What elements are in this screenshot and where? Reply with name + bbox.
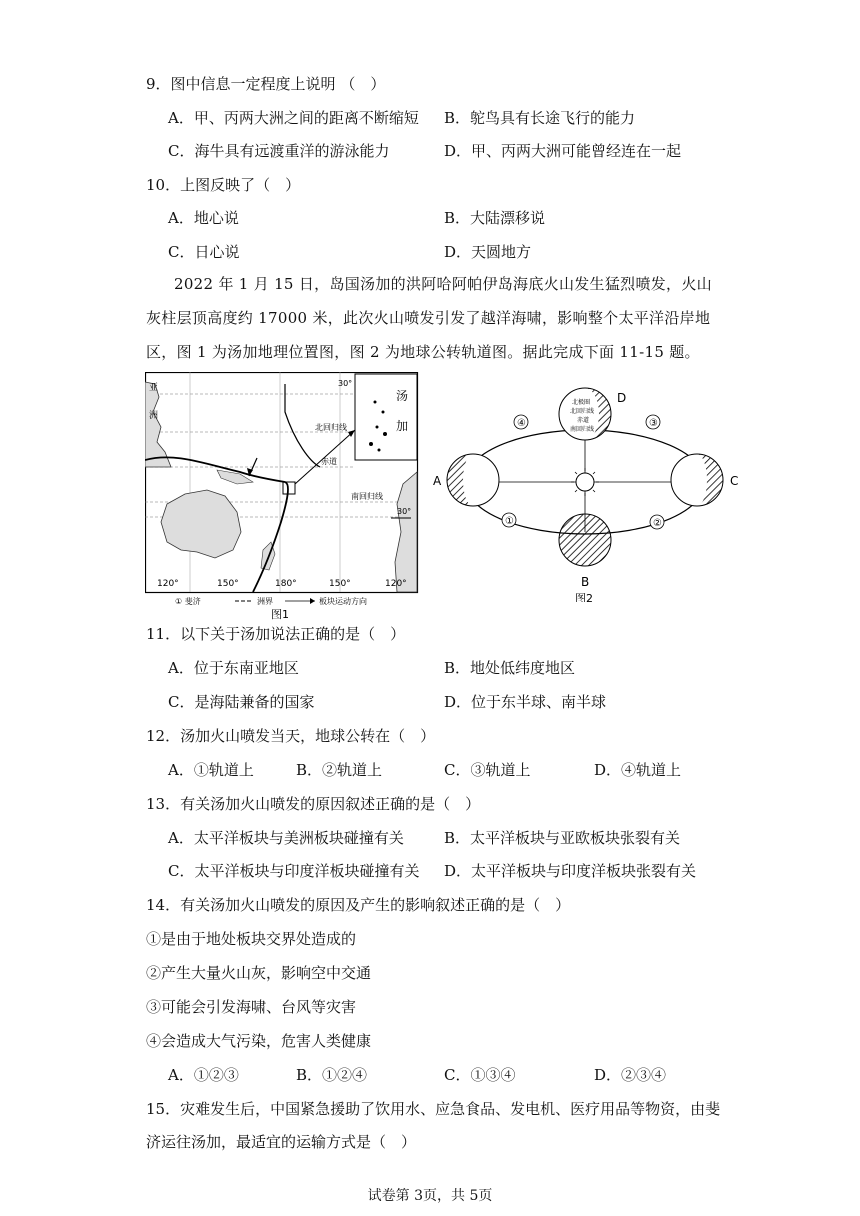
legend-plate-motion: 板块运动方向 <box>319 597 367 606</box>
q14-option-c: C．①③④ <box>444 1066 516 1084</box>
q10-option-c: C．日心说 <box>168 243 240 261</box>
q11-stem: 11．以下关于汤加说法正确的是（ ） <box>146 625 406 643</box>
inset-label-1: 汤 <box>396 389 409 403</box>
globe-b <box>559 514 611 566</box>
q10-stem: 10．上图反映了（ ） <box>146 176 301 194</box>
q10-option-a: A．地心说 <box>168 209 239 227</box>
position-c: C <box>730 474 739 488</box>
legend-fiji: ① 斐济 <box>175 597 201 606</box>
globe-d-label-3: 赤道 <box>577 417 590 424</box>
position-b: B <box>581 575 590 589</box>
q12-stem: 12．汤加火山喷发当天，地球公转在（ ） <box>146 727 436 745</box>
page-footer: 试卷第 3页，共 5页 <box>367 1188 493 1204</box>
figure-2-orbit <box>425 382 755 602</box>
q9-option-a: A．甲、丙两大洲之间的距离不断缩短 <box>168 109 419 127</box>
orbit-marker-1: ① <box>505 516 514 527</box>
q11-option-d: D．位于东半球、南半球 <box>444 693 607 711</box>
q14-statement-4: ④会造成大气污染，危害人类健康 <box>146 1032 372 1050</box>
globe-d-label-1: 北极圈 <box>572 399 591 406</box>
q14-statement-3: ③可能会引发海啸、台风等灾害 <box>146 998 357 1016</box>
q10-option-d: D．天圆地方 <box>444 243 532 261</box>
q11-option-a: A．位于东南亚地区 <box>168 659 299 677</box>
position-d: D <box>617 391 627 405</box>
q13-option-d: D．太平洋板块与印度洋板块张裂有关 <box>444 862 697 880</box>
q14-option-d: D．②③④ <box>594 1066 667 1084</box>
globe-d-label-4: 南回归线 <box>570 426 595 433</box>
lat-label-tropic-cancer: 北回归线 <box>315 423 347 432</box>
q12-option-d: D．④轨道上 <box>594 761 682 779</box>
q13-option-a: A．太平洋板块与美洲板块碰撞有关 <box>168 829 404 847</box>
figure-1-map <box>145 372 420 620</box>
lat-label-30n: 30° <box>338 379 353 388</box>
q11-option-c: C．是海陆兼备的国家 <box>168 693 315 711</box>
q14-stem: 14．有关汤加火山喷发的原因及产生的影响叙述正确的是（ ） <box>146 896 571 914</box>
globe-d-label-2: 北回归线 <box>570 408 595 415</box>
legend-boundary: 洲界 <box>257 597 273 606</box>
q12-option-c: C．③轨道上 <box>444 761 531 779</box>
fig1-caption: 图1 <box>271 608 289 620</box>
region-asia-1: 亚 <box>149 383 159 393</box>
q13-stem: 13．有关汤加火山喷发的原因叙述正确的是（ ） <box>146 795 481 813</box>
orbit-marker-4: ④ <box>517 418 526 429</box>
sun <box>576 473 594 491</box>
lat-label-tropic-capricorn: 南回归线 <box>351 492 383 501</box>
q9-option-c: C．海牛具有远渡重洋的游泳能力 <box>168 142 390 160</box>
orbit-marker-2: ② <box>653 518 662 529</box>
orbit-marker-3: ③ <box>649 418 658 429</box>
q12-option-b: B．②轨道上 <box>296 761 383 779</box>
lon-label-2: 150° <box>217 579 239 589</box>
lon-label-1: 120° <box>157 579 179 589</box>
q9-option-b: B．鸵鸟具有长途飞行的能力 <box>444 109 636 127</box>
q15-stem-line-1: 15．灾难发生后，中国紧急援助了饮用水、应急食品、发电机、医疗用品等物资，由斐 <box>146 1100 721 1118</box>
q13-option-b: B．太平洋板块与亚欧板块张裂有关 <box>444 829 681 847</box>
q14-option-a: A．①②③ <box>168 1066 239 1084</box>
tonga-inset <box>355 374 417 460</box>
q11-option-b: B．地处低纬度地区 <box>444 659 576 677</box>
q14-option-b: B．①②④ <box>296 1066 368 1084</box>
q10-option-b: B．大陆漂移说 <box>444 209 546 227</box>
q15-stem-line-2: 济运往汤加，最适宜的运输方式是（ ） <box>146 1133 417 1151</box>
fig2-caption: 图2 <box>575 592 593 602</box>
q14-statement-1: ①是由于地处板块交界处造成的 <box>146 930 357 948</box>
position-a: A <box>433 474 442 488</box>
q9-stem: 9．图中信息一定程度上说明 （ ） <box>146 75 386 93</box>
region-asia-2: 洲 <box>149 411 159 421</box>
q12-option-a: A．①轨道上 <box>168 761 254 779</box>
inset-label-2: 加 <box>396 419 409 433</box>
lon-label-3: 180° <box>275 579 297 589</box>
q9-option-d: D．甲、丙两大洲可能曾经连在一起 <box>444 142 682 160</box>
q14-statement-2: ②产生大量火山灰，影响空中交通 <box>146 964 372 982</box>
q13-option-c: C．太平洋板块与印度洋板块碰撞有关 <box>168 862 420 880</box>
lat-label-equator: 赤道 <box>321 457 337 466</box>
lon-label-4: 150° <box>329 579 351 589</box>
lat-label-30s: 30° <box>397 507 412 516</box>
lon-label-5: 120° <box>385 579 407 589</box>
legend-arrow-head <box>310 598 315 604</box>
passage: 2022 年 1 月 15 日，岛国汤加的洪阿哈阿帕伊岛海底火山发生猛烈喷发，火山灰柱层顶高度约 17000 米，此次火山喷发引发了越洋海啸，影响整个太平洋沿岸地区，图 1 为汤加地理位置图，图 2 为地球公转轨道图。据此完成下面 11-15 题。 <box>146 275 712 361</box>
